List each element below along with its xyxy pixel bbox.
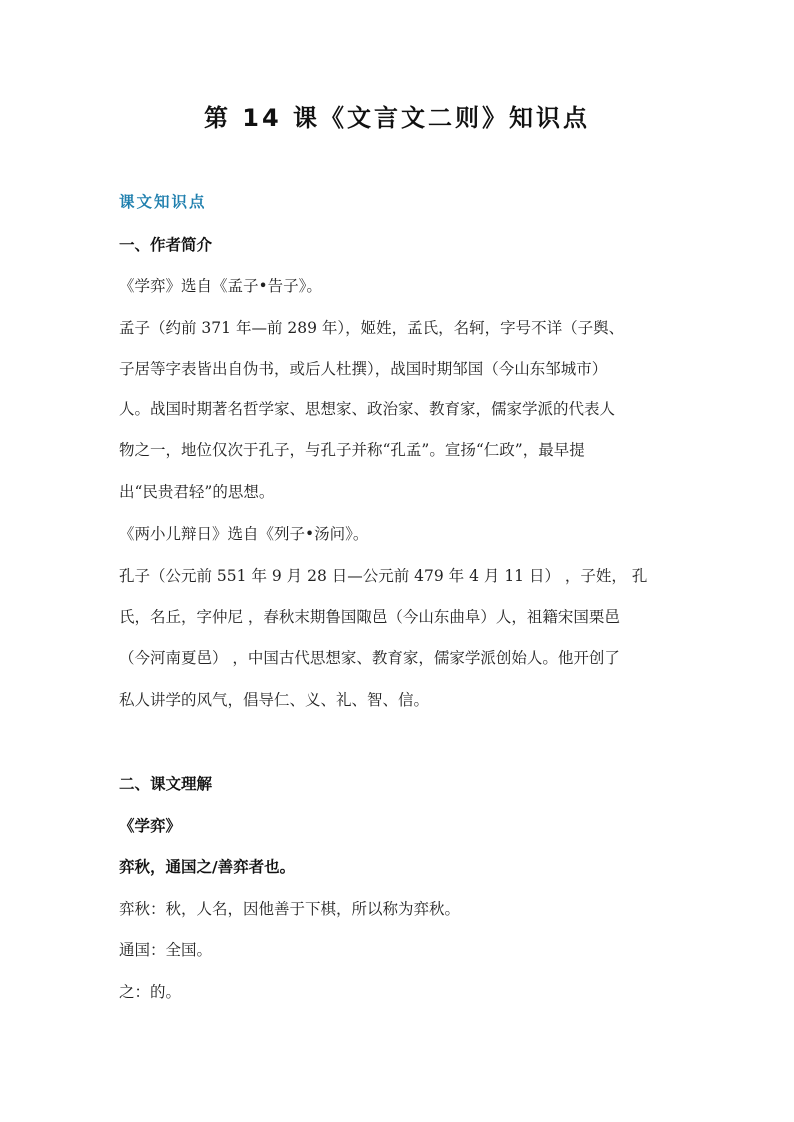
paragraph-line (119, 438, 675, 460)
annotation-line: 之：的。 (119, 983, 182, 1001)
paragraph-line (119, 357, 675, 379)
text-heading: 二、课文理解 (119, 775, 213, 793)
paragraph-line: 私人讲学的风气，倡导仁、义、礼、智、信。 (119, 691, 430, 709)
lesson-title: 《学弈》 (119, 817, 182, 835)
paragraph-line (119, 646, 675, 668)
paragraph-line (119, 564, 675, 586)
author-heading: 一、作者简介 (119, 236, 213, 254)
paragraph-line (119, 397, 675, 419)
paragraph-line-text: 孔子（公元前 551 年 9 月 28 日—公元前 479 年 4 月 11 日） ，子姓， 孔 (119, 567, 648, 585)
paragraph-line-text: （今河南夏邑） ，中国古代思想家、教育家，儒家学派创始人。他开创了 (119, 649, 620, 667)
document-title: 第 14 课《文言文二则》知识点 (203, 104, 591, 132)
paragraph-line (119, 605, 675, 627)
paragraph-line-text: 氏，名丘，字仲尼 ，春秋末期鲁国陬邑（今山东曲阜）人，祖籍宋国栗邑 (119, 608, 620, 626)
paragraph-line-text: 人。战国时期著名哲学家、思想家、政治家、教育家，儒家学派的代表人 (119, 400, 616, 418)
annotation-line: 弈秋：秋，人名，因他善于下棋，所以称为弈秋。 (119, 900, 461, 918)
source-line-xueyi: 《学弈》选自《孟子•告子》。 (119, 277, 322, 295)
paragraph-line: 出“民贵君轻”的思想。 (119, 483, 275, 501)
annotation-line: 通国：全国。 (119, 941, 213, 959)
paragraph-line-text: 物之一，地位仅次于孔子，与孔子并称“孔孟”。宣扬“仁政”，最早提 (119, 441, 585, 459)
paragraph-line-text: 孟子（约前 371 年—前 289 年），姬姓，孟氏，名轲，字号不详（子舆、 (119, 319, 625, 337)
section-label: 课文知识点 (119, 193, 207, 211)
source-line-liangxiaoer: 《两小儿辩日》选自《列子•汤问》。 (119, 525, 369, 543)
paragraph-line (119, 316, 675, 338)
classical-sentence: 弈秋，通国之/善弈者也。 (119, 858, 296, 876)
paragraph-line-text: 子居等字表皆出自伪书，或后人杜撰），战国时期邹国（今山东邹城市） (119, 360, 608, 378)
